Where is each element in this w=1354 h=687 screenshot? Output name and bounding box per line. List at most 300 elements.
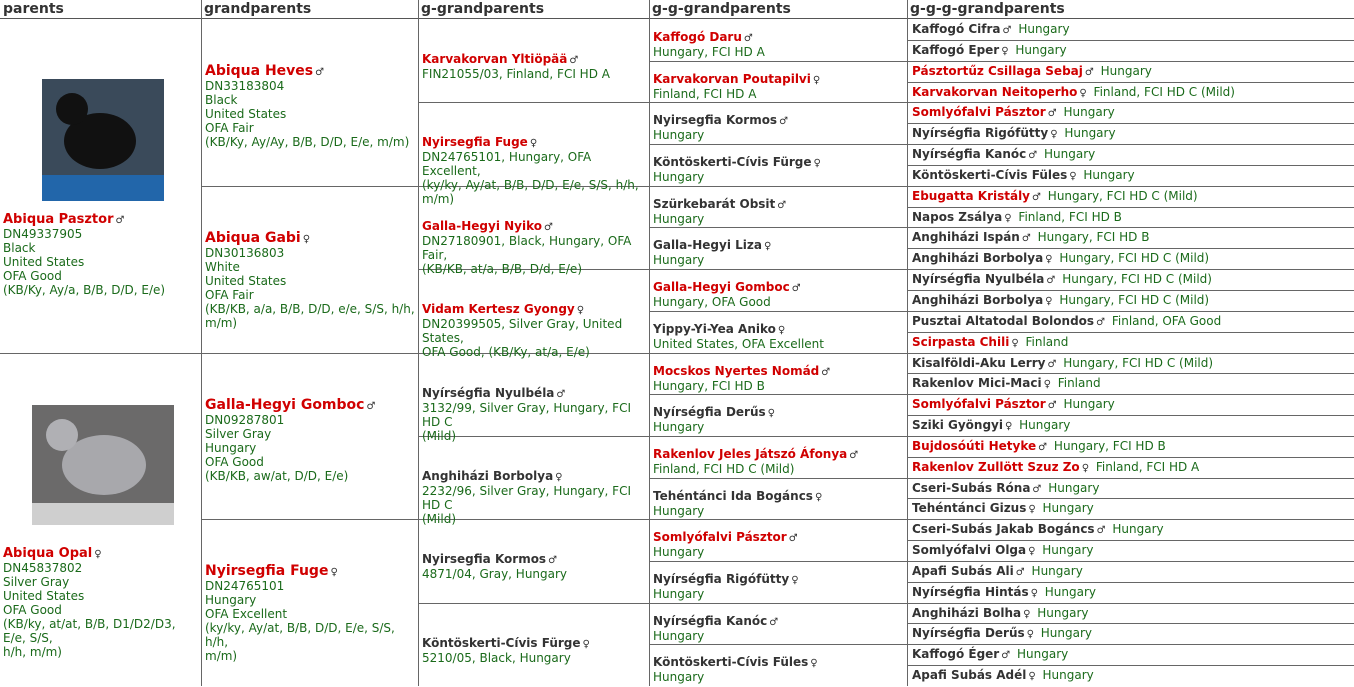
dog-info: (Mild)	[422, 511, 457, 526]
dog-info: United States	[3, 255, 85, 269]
ggg-grandparent-cell	[907, 519, 1354, 540]
dog-name: Karvakorvan Neitoperho	[912, 84, 1078, 99]
dog-info: Hungary, FCI HD C (Mild)	[1043, 188, 1198, 203]
dog-info: Hungary	[1011, 42, 1067, 57]
ggg-grandparent-cell	[907, 498, 1354, 519]
ggg-grandparent-cell	[907, 332, 1354, 353]
gg-grandparent-cell	[649, 485, 907, 518]
dog-name: Galla-Hegyi Nyiko	[422, 218, 543, 233]
male-icon: ♂	[1001, 650, 1011, 662]
dog-info: Hungary	[653, 545, 705, 560]
ggg-grandparent-cell	[907, 40, 1354, 61]
dog-info: Hungary, FCI HD B	[653, 378, 765, 393]
dog-name: Anghiházi Borbolya	[912, 251, 1044, 266]
column-header: grandparents	[201, 0, 418, 19]
female-icon: ♀	[763, 241, 772, 253]
gg-grandparent-cell	[649, 318, 907, 351]
female-icon: ♀	[582, 638, 590, 650]
dog-info: Hungary	[1015, 418, 1071, 433]
male-icon: ♂	[1084, 66, 1094, 78]
dog-name: Nyírségfia Nyulbéla	[422, 385, 555, 400]
name-line	[3, 208, 201, 227]
dog-name: Köntöskerti-Cívis Fürge	[422, 635, 581, 650]
gg-grandparent-cell	[649, 68, 907, 101]
dog-info: Finland, FCI HD C (Mild)	[653, 461, 795, 476]
name-line	[422, 382, 649, 401]
dog-name: Somlyófalvi Pásztor	[912, 397, 1046, 412]
dog-info: 3132/99, Silver Gray, Hungary, FCI HD C	[422, 400, 632, 429]
dog-info: OFA Fair	[205, 121, 254, 135]
ggg-grandparent-cell	[907, 394, 1354, 415]
female-icon: ♀	[791, 574, 799, 586]
dog-name: Nyírségfia Nyulbéla	[912, 272, 1045, 287]
male-icon: ♂	[556, 388, 566, 400]
name-line	[205, 394, 418, 413]
dog-info: Hungary	[1108, 522, 1164, 537]
male-icon: ♂	[1021, 233, 1031, 245]
dog-name: Nyírségfia Derűs	[912, 626, 1025, 641]
dog-info: 4871/04, Gray, Hungary	[422, 567, 568, 582]
dog-info: m/m)	[205, 649, 238, 664]
male-icon: ♂	[1032, 483, 1042, 495]
dog-name: Pásztortűz Csillaga Sebaj	[912, 63, 1083, 78]
female-icon: ♀	[1028, 671, 1036, 683]
male-icon: ♂	[548, 555, 558, 567]
male-icon: ♂	[1038, 441, 1048, 453]
ggg-grandparent-cell	[907, 123, 1354, 144]
column-header: g-g-grandparents	[649, 0, 907, 19]
male-icon: ♂	[1015, 566, 1025, 578]
dog-info: Hungary	[1079, 167, 1135, 182]
dog-info: (ky/ky, Ay/at, B/B, D/D, E/e, S/S, h/h,	[205, 621, 395, 650]
dog-name: Galla-Hegyi Liza	[653, 238, 762, 253]
dog-name: Tehéntánci Gizus	[912, 501, 1027, 516]
grandparent-cell	[201, 394, 418, 483]
male-icon: ♂	[115, 215, 125, 226]
dog-name: Szürkebarát Obsit	[653, 196, 776, 211]
dog-info: United States, OFA Excellent	[653, 336, 824, 351]
dog-info: FIN21055/03, Finland, FCI HD A	[422, 67, 610, 81]
female-icon: ♀	[1043, 379, 1051, 391]
female-icon: ♀	[813, 158, 821, 170]
dog-info: Hungary, FCI HD C (Mild)	[1059, 355, 1214, 370]
gg-grandparent-cell	[649, 234, 907, 267]
dog-info: Hungary	[1038, 543, 1094, 558]
ggg-grandparent-cell	[907, 373, 1354, 394]
female-icon: ♀	[1005, 421, 1013, 433]
dog-name: Nyirsegfia Fuge	[205, 563, 329, 580]
name-line	[653, 193, 907, 212]
dog-info: OFA Good	[3, 602, 62, 617]
female-icon: ♀	[1069, 170, 1077, 182]
dog-info: DN27180901, Black, Hungary, OFA Fair,	[422, 233, 632, 262]
female-icon: ♀	[1045, 295, 1053, 307]
male-icon: ♂	[1046, 275, 1056, 287]
dog-name: Köntöskerti-Cívis Füles	[912, 167, 1068, 182]
great-grandparent-cell	[418, 548, 649, 581]
dog-info: Hungary	[1014, 22, 1070, 36]
gg-grandparent-cell	[649, 26, 907, 59]
great-grandparent-cell	[418, 382, 649, 443]
dog-name: Rakenlov Zullött Szuz Zo	[912, 459, 1080, 474]
dog-info: Hungary, FCI HD C (Mild)	[1058, 272, 1212, 287]
dog-name: Yippy-Yi-Yea Aniko	[653, 321, 776, 336]
dog-info: Hungary	[1060, 126, 1116, 141]
dog-info: DN33183804	[205, 79, 285, 93]
male-icon: ♂	[366, 400, 376, 412]
name-line	[422, 298, 649, 317]
dog-name: Nyírségfia Rigófütty	[912, 126, 1049, 141]
ggg-grandparent-cell	[907, 561, 1354, 582]
ggg-grandparent-cell	[907, 311, 1354, 332]
column-header: g-grandparents	[418, 0, 649, 19]
dog-name: Apafi Subás Adél	[912, 668, 1027, 683]
ggg-grandparent-cell	[907, 623, 1354, 644]
ggg-grandparent-cell	[907, 207, 1354, 228]
name-line	[653, 360, 907, 379]
dog-info: Hungary	[1038, 501, 1094, 516]
gg-grandparent-cell	[649, 568, 907, 601]
ggg-grandparent-cell	[907, 540, 1354, 561]
grandparent-cell	[201, 227, 418, 330]
gg-grandparent-cell	[649, 276, 907, 309]
female-icon: ♀	[1001, 45, 1009, 57]
dog-name: Rakenlov Mici-Maci	[912, 376, 1042, 391]
name-line	[653, 234, 907, 253]
female-icon: ♀	[1023, 608, 1031, 620]
grandparent-cell	[201, 560, 418, 663]
dog-info: h/h, m/m)	[3, 644, 62, 659]
dog-info: Hungary, FCI HD A	[653, 45, 765, 59]
ggg-grandparent-cell	[907, 457, 1354, 478]
dog-name: Scirpasta Chili	[912, 334, 1010, 349]
dog-info: White	[205, 259, 240, 274]
female-icon: ♀	[1030, 587, 1038, 599]
female-icon: ♀	[330, 567, 338, 579]
ggg-grandparent-cell	[907, 665, 1354, 686]
dog-info: Hungary, FCI HD B	[1050, 438, 1166, 453]
dog-info: Hungary	[1096, 63, 1152, 78]
dog-name: Karvakorvan Yltiöpää	[422, 52, 568, 66]
dog-name: Sziki Gyöngyi	[912, 418, 1003, 433]
dog-info: DN20399505, Silver Gray, United States,	[422, 317, 623, 346]
dog-info: Hungary	[1059, 397, 1115, 412]
dog-info: Finland	[1053, 376, 1101, 391]
dog-info: Hungary, FCI HD B	[1033, 230, 1150, 245]
name-line	[653, 26, 907, 45]
female-icon: ♀	[1026, 629, 1034, 641]
name-line	[653, 401, 907, 420]
name-line	[205, 60, 418, 79]
dog-info: (KB/Ky, Ay/a, B/B, D/D, E/e)	[3, 283, 166, 297]
dog-info: DN09287801	[205, 412, 285, 427]
dog-name: Abiqua Opal	[3, 545, 93, 561]
dog-name: Bujdosóúti Hetyke	[912, 438, 1037, 453]
dog-info: Hungary	[1033, 605, 1089, 620]
great-grandparent-cell	[418, 48, 649, 81]
dog-info: DN49337905	[3, 227, 83, 241]
dog-info: DN30136803	[205, 245, 285, 260]
name-line	[653, 651, 907, 670]
dog-info: Hungary	[653, 670, 705, 685]
dog-info: Hungary	[1013, 647, 1069, 662]
name-line	[653, 68, 907, 87]
female-icon: ♀	[1045, 254, 1053, 266]
dog-info: Hungary	[1040, 584, 1097, 599]
dog-info: OFA Fair	[205, 287, 254, 302]
name-line	[653, 568, 907, 587]
dog-info: Hungary	[1040, 147, 1096, 162]
dog-name: Köntöskerti-Cívis Fürge	[653, 155, 812, 170]
dog-info: (KB/ky, at/at, B/B, D1/D2/D3, E/e, S/S,	[3, 616, 176, 645]
dog-name: Rakenlov Jeles Játszó Áfonya	[653, 446, 848, 461]
name-line	[205, 560, 418, 579]
dog-info: Finland, FCI HD A	[1092, 459, 1200, 474]
dog-info: OFA Excellent	[205, 607, 288, 622]
gg-grandparent-cell	[649, 443, 907, 476]
dog-info: Hungary, FCI HD C (Mild)	[1055, 292, 1210, 307]
great-grandparent-cell	[418, 298, 649, 359]
dog-info: Hungary, OFA Good	[653, 295, 771, 310]
dog-name: Ebugatta Kristály	[912, 188, 1031, 203]
female-icon: ♀	[94, 548, 102, 560]
dog-info: DN45837802	[3, 560, 83, 575]
ggg-grandparent-cell	[907, 582, 1354, 603]
male-icon: ♂	[1047, 400, 1057, 412]
male-icon: ♂	[1032, 191, 1041, 203]
ggg-grandparent-cell	[907, 61, 1354, 82]
male-icon: ♂	[821, 366, 831, 378]
dog-name: Anghiházi Borbolya	[912, 292, 1044, 307]
dog-info: United States	[205, 273, 287, 288]
dog-info: (KB/KB, aw/at, D/D, E/e)	[205, 468, 349, 483]
male-icon: ♂	[1096, 525, 1106, 537]
dog-name: Mocskos Nyertes Nomád	[653, 363, 820, 378]
name-line	[653, 109, 907, 128]
dog-name: Abiqua Heves	[205, 63, 314, 79]
dog-info: (KB/KB, a/a, B/B, D/D, e/e, S/S, h/h, m/m)	[205, 301, 415, 330]
female-icon: ♀	[777, 324, 786, 336]
female-icon: ♀	[1011, 337, 1019, 349]
dog-info: 5210/05, Black, Hungary	[422, 650, 571, 665]
male-icon: ♂	[315, 67, 325, 78]
name-line	[653, 485, 907, 504]
female-icon: ♀	[1050, 129, 1058, 141]
dog-name: Somlyófalvi Olga	[912, 543, 1027, 558]
dog-info: OFA Good, (KB/Ky, at/a, E/e)	[422, 345, 590, 360]
name-line	[653, 151, 907, 170]
dog-info: Black	[205, 93, 238, 107]
female-icon: ♀	[1004, 212, 1012, 224]
female-icon: ♀	[555, 471, 563, 483]
dog-info: (Mild)	[422, 428, 457, 443]
dog-name: Karvakorvan Poutapilvi	[653, 71, 811, 86]
dog-name: Tehéntánci Ida Bogáncs	[653, 488, 813, 503]
dog-info: Finland	[1021, 334, 1069, 349]
dog-name: Apafi Subás Ali	[912, 563, 1014, 578]
gg-grandparent-cell	[649, 193, 907, 226]
dog-name: Nyírségfia Kanóc	[653, 613, 768, 628]
dog-name: Nyirsegfia Kormos	[653, 113, 778, 128]
dog-info: Hungary	[653, 503, 705, 518]
female-icon: ♀	[1081, 462, 1090, 474]
name-line	[653, 318, 907, 337]
dog-info: Hungary	[653, 128, 705, 143]
female-icon: ♀	[529, 138, 538, 150]
dog-name: Kaffogó Daru	[653, 30, 742, 44]
ggg-grandparent-cell	[907, 144, 1354, 165]
dog-name: Nyirsegfia Fuge	[422, 135, 528, 150]
dog-name: Kaffogó Cifra	[912, 22, 1001, 36]
female-icon: ♀	[810, 658, 818, 670]
male-icon: ♂	[769, 616, 779, 628]
dog-info: Hungary	[205, 440, 257, 455]
dog-info: Hungary	[653, 628, 705, 643]
female-icon: ♀	[576, 305, 585, 317]
dog-info: (KB/Ky, Ay/Ay, B/B, D/D, E/e, m/m)	[205, 135, 410, 149]
female-icon: ♀	[767, 408, 775, 420]
dog-name: Galla-Hegyi Gomboc	[205, 396, 365, 413]
dog-name: Kisalföldi-Aku Lerry	[912, 355, 1046, 370]
dog-info: Hungary	[1044, 480, 1100, 495]
dog-info: United States	[3, 588, 85, 603]
dog-info: Silver Gray	[205, 426, 272, 441]
dog-name: Köntöskerti-Cívis Füles	[653, 655, 809, 670]
male-icon: ♂	[1002, 25, 1012, 36]
ggg-grandparent-cell	[907, 186, 1354, 207]
dog-name: Anghiházi Bolha	[912, 605, 1022, 620]
male-icon: ♂	[788, 533, 798, 545]
dog-info: Finland, OFA Good	[1108, 313, 1222, 328]
dog-name: Nyírségfia Hintás	[912, 584, 1029, 599]
dog-name: Kaffogó Éger	[912, 647, 1000, 662]
dog-name: Galla-Hegyi Gomboc	[653, 280, 790, 295]
male-icon: ♂	[1047, 108, 1057, 120]
gg-grandparent-cell	[649, 109, 907, 142]
column-header: g-g-g-grandparents	[907, 0, 1354, 19]
male-icon: ♂	[1096, 316, 1106, 328]
name-line	[422, 465, 649, 484]
dog-name: Pusztai Altatodal Bolondos	[912, 313, 1095, 328]
ggg-grandparent-cell	[907, 102, 1354, 123]
name-line	[422, 632, 649, 651]
gg-grandparent-cell	[649, 151, 907, 184]
dog-name: Nyírségfia Derűs	[653, 405, 766, 420]
dog-name: Cseri-Subás Jakab Bogáncs	[912, 522, 1095, 537]
dog-name: Anghiházi Borbolya	[422, 468, 554, 483]
grandparent-cell	[201, 60, 418, 149]
dog-photo-black	[42, 79, 164, 205]
ggg-grandparent-cell	[907, 478, 1354, 499]
dog-info: 2232/96, Silver Gray, Hungary, FCI HD C	[422, 483, 632, 512]
gg-grandparent-cell	[649, 360, 907, 393]
dog-info: Silver Gray	[3, 574, 70, 589]
dog-info: Finland, FCI HD A	[653, 86, 757, 101]
female-icon: ♀	[1079, 87, 1087, 99]
ggg-grandparent-cell	[907, 165, 1354, 186]
dog-info: (ky/ky, Ay/at, B/B, D/D, E/e, S/S, h/h, m/m)	[422, 178, 639, 207]
name-line	[653, 276, 907, 295]
male-icon: ♂	[777, 199, 787, 211]
name-line	[205, 227, 418, 246]
dog-info: Hungary	[653, 586, 705, 601]
dog-name: Anghiházi Ispán	[912, 230, 1020, 245]
gg-grandparent-cell	[649, 401, 907, 434]
female-icon: ♀	[1028, 546, 1036, 558]
dog-info: OFA Good	[205, 454, 264, 469]
male-icon: ♂	[1047, 358, 1057, 370]
dog-info: Hungary	[653, 211, 705, 226]
dog-info: Hungary	[653, 170, 705, 185]
name-line	[422, 548, 649, 567]
dog-info: DN24765101, Hungary, OFA Excellent,	[422, 150, 592, 179]
dog-name: Nyírségfia Kanóc	[912, 147, 1027, 162]
dog-photo-gray	[32, 405, 174, 529]
ggg-grandparent-cell	[907, 248, 1354, 269]
dog-name: Vidam Kertesz Gyongy	[422, 302, 575, 317]
great-grandparent-cell	[418, 465, 649, 526]
dog-info: Finland, FCI HD C (Mild)	[1089, 84, 1235, 99]
ggg-grandparent-cell	[907, 603, 1354, 624]
dog-name: Kaffogó Eper	[912, 42, 1000, 57]
male-icon: ♂	[743, 33, 753, 44]
ggg-grandparent-cell	[907, 269, 1354, 290]
great-grandparent-cell	[418, 131, 649, 206]
dog-name: Somlyófalvi Pásztor	[653, 530, 787, 545]
ggg-grandparent-cell	[907, 353, 1354, 374]
male-icon: ♂	[779, 116, 789, 128]
column-header: parents	[0, 0, 201, 19]
name-line	[653, 526, 907, 545]
ggg-grandparent-cell	[907, 19, 1354, 40]
sire-cell	[0, 208, 201, 297]
name-line	[422, 215, 649, 234]
male-icon: ♂	[791, 283, 801, 295]
dog-info: Hungary	[1038, 668, 1094, 683]
ggg-grandparent-cell	[907, 644, 1354, 665]
dog-name: Abiqua Pasztor	[3, 212, 114, 227]
dog-name: Napos Zsálya	[912, 209, 1003, 224]
great-grandparent-cell	[418, 632, 649, 665]
dog-name: Abiqua Gabi	[205, 229, 301, 246]
name-line	[653, 443, 907, 462]
dog-info: DN24765101	[205, 579, 285, 594]
male-icon: ♂	[849, 449, 859, 461]
dog-info: Finland, FCI HD B	[1014, 209, 1122, 224]
female-icon: ♀	[812, 74, 821, 86]
female-icon: ♀	[1028, 504, 1036, 516]
ggg-grandparent-cell	[907, 436, 1354, 457]
female-icon: ♀	[814, 491, 823, 503]
dog-info: Hungary	[1027, 563, 1083, 578]
dog-info: Hungary, FCI HD C (Mild)	[1055, 251, 1210, 266]
dog-info: Hungary	[205, 593, 257, 608]
male-icon: ♂	[1028, 150, 1038, 162]
dog-info: Black	[3, 241, 36, 255]
dog-info: (KB/KB, at/a, B/B, D/d, E/e)	[422, 261, 582, 276]
dog-info: Hungary	[1036, 626, 1093, 641]
dam-cell	[0, 542, 201, 659]
dog-info: Hungary	[653, 253, 705, 268]
gg-grandparent-cell	[649, 651, 907, 684]
male-icon: ♂	[544, 221, 553, 233]
ggg-grandparent-cell	[907, 415, 1354, 436]
name-line	[422, 48, 649, 67]
dog-name: Cseri-Subás Róna	[912, 480, 1031, 495]
gg-grandparent-cell	[649, 610, 907, 643]
gg-grandparent-cell	[649, 526, 907, 559]
ggg-grandparent-cell	[907, 82, 1354, 103]
